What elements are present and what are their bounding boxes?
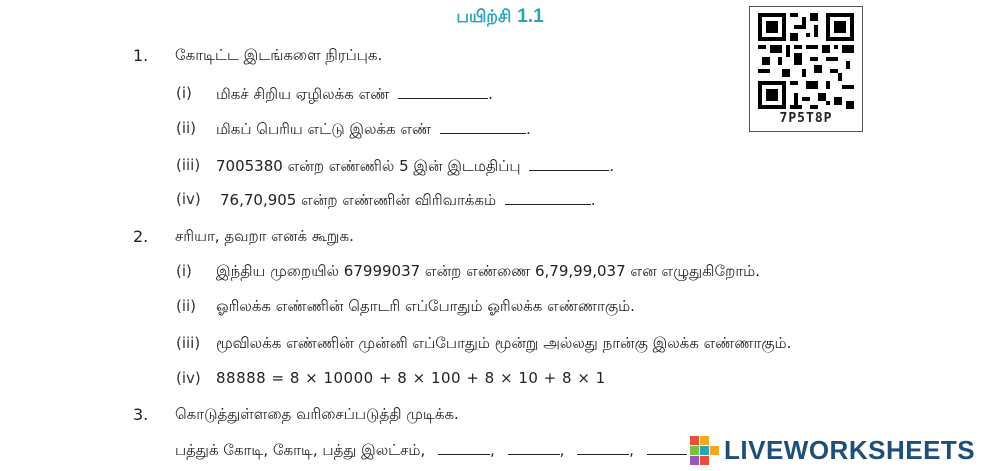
q3-blank-3[interactable]: [577, 440, 629, 455]
q3-sequence: [175, 440, 687, 461]
question-3-text: கொடுத்துள்ளதை வரிசைப்படுத்தி முடிக்க.: [175, 405, 459, 423]
q3-separator-1: ,: [490, 441, 495, 459]
q1-item-2-blank[interactable]: [440, 119, 526, 134]
q1-item-2-text: மிகப் பெரிய எட்டு இலக்க எண்: [216, 120, 432, 138]
q2-item-4-text: 88888 = 8 × 10000 + 8 × 100 + 8 × 10 + 8 × 1: [216, 369, 606, 387]
qr-code-label: 7P5T8P: [779, 111, 833, 126]
q1-item-3-suffix: .: [609, 157, 615, 175]
question-1-text: கோடிட்ட இடங்களை நிரப்புக.: [175, 46, 383, 64]
question-2-text: சரியா, தவறா எனக் கூறுக.: [175, 227, 354, 245]
q1-item-1-text: மிகச் சிறிய ஏழிலக்க எண்: [216, 85, 390, 103]
q1-item-2-suffix: .: [525, 120, 531, 138]
qr-code-icon: [758, 13, 854, 109]
exercise-title-label: பயிற்சி: [456, 7, 512, 27]
exercise-number: 1.1: [517, 6, 544, 27]
q1-item-3-roman: (iii): [176, 156, 201, 174]
q3-separator-2: ,: [559, 441, 565, 459]
q1-item-4: [220, 190, 596, 211]
q1-item-4-suffix: .: [590, 191, 596, 209]
q2-item-1-roman: (i): [176, 262, 192, 280]
q2-item-3-text: மூவிலக்க எண்ணின் முன்னி எப்போதும் மூன்று அல்லது நான்கு இலக்க எண்ணாகும்.: [216, 334, 792, 352]
q3-separator-3: ,: [629, 441, 634, 459]
q1-item-4-roman: (iv): [176, 190, 201, 208]
q1-item-3: [216, 156, 614, 177]
q2-item-4-roman: (iv): [176, 369, 201, 387]
q2-item-2-roman: (ii): [176, 297, 197, 315]
q1-item-1: [216, 84, 493, 105]
q1-item-1-suffix: .: [488, 85, 493, 103]
q1-item-1-blank[interactable]: [398, 84, 488, 99]
q1-item-2-roman: (ii): [176, 119, 197, 137]
q1-item-4-text: 76,70,905 என்ற எண்ணின் விரிவாக்கம்: [220, 191, 497, 209]
qr-code: [749, 6, 863, 132]
question-2-number: 2.: [133, 227, 149, 246]
q1-item-2: [216, 119, 531, 140]
q2-item-2-text: ஓரிலக்க எண்ணின் தொடரி எப்போதும் ஓரிலக்க எண்ணாகும்.: [216, 297, 635, 315]
q3-sequence-text: பத்துக் கோடி, கோடி, பத்து இலட்சம்,: [175, 441, 426, 459]
liveworksheets-logo-icon: [688, 434, 720, 466]
q1-item-3-blank[interactable]: [529, 156, 609, 171]
question-1-number: 1.: [133, 46, 149, 65]
q3-blank-2[interactable]: [508, 440, 560, 455]
q1-item-3-text: 7005380 என்ற எண்ணில் 5 இன் இடமதிப்பு: [216, 157, 521, 175]
question-3-number: 3.: [133, 405, 149, 424]
q1-item-4-blank[interactable]: [505, 190, 591, 205]
q1-item-1-roman: (i): [176, 84, 192, 102]
liveworksheets-watermark: [688, 434, 975, 466]
q3-blank-1[interactable]: [438, 440, 490, 455]
q3-blank-4[interactable]: [647, 440, 687, 455]
liveworksheets-text: LIVEWORKSHEETS: [724, 434, 976, 465]
q2-item-1-text: இந்திய முறையில் 67999037 என்ற எண்ணை 6,79,99,037 என எழுதுகிறோம்.: [216, 262, 760, 280]
q2-item-3-roman: (iii): [176, 334, 201, 352]
